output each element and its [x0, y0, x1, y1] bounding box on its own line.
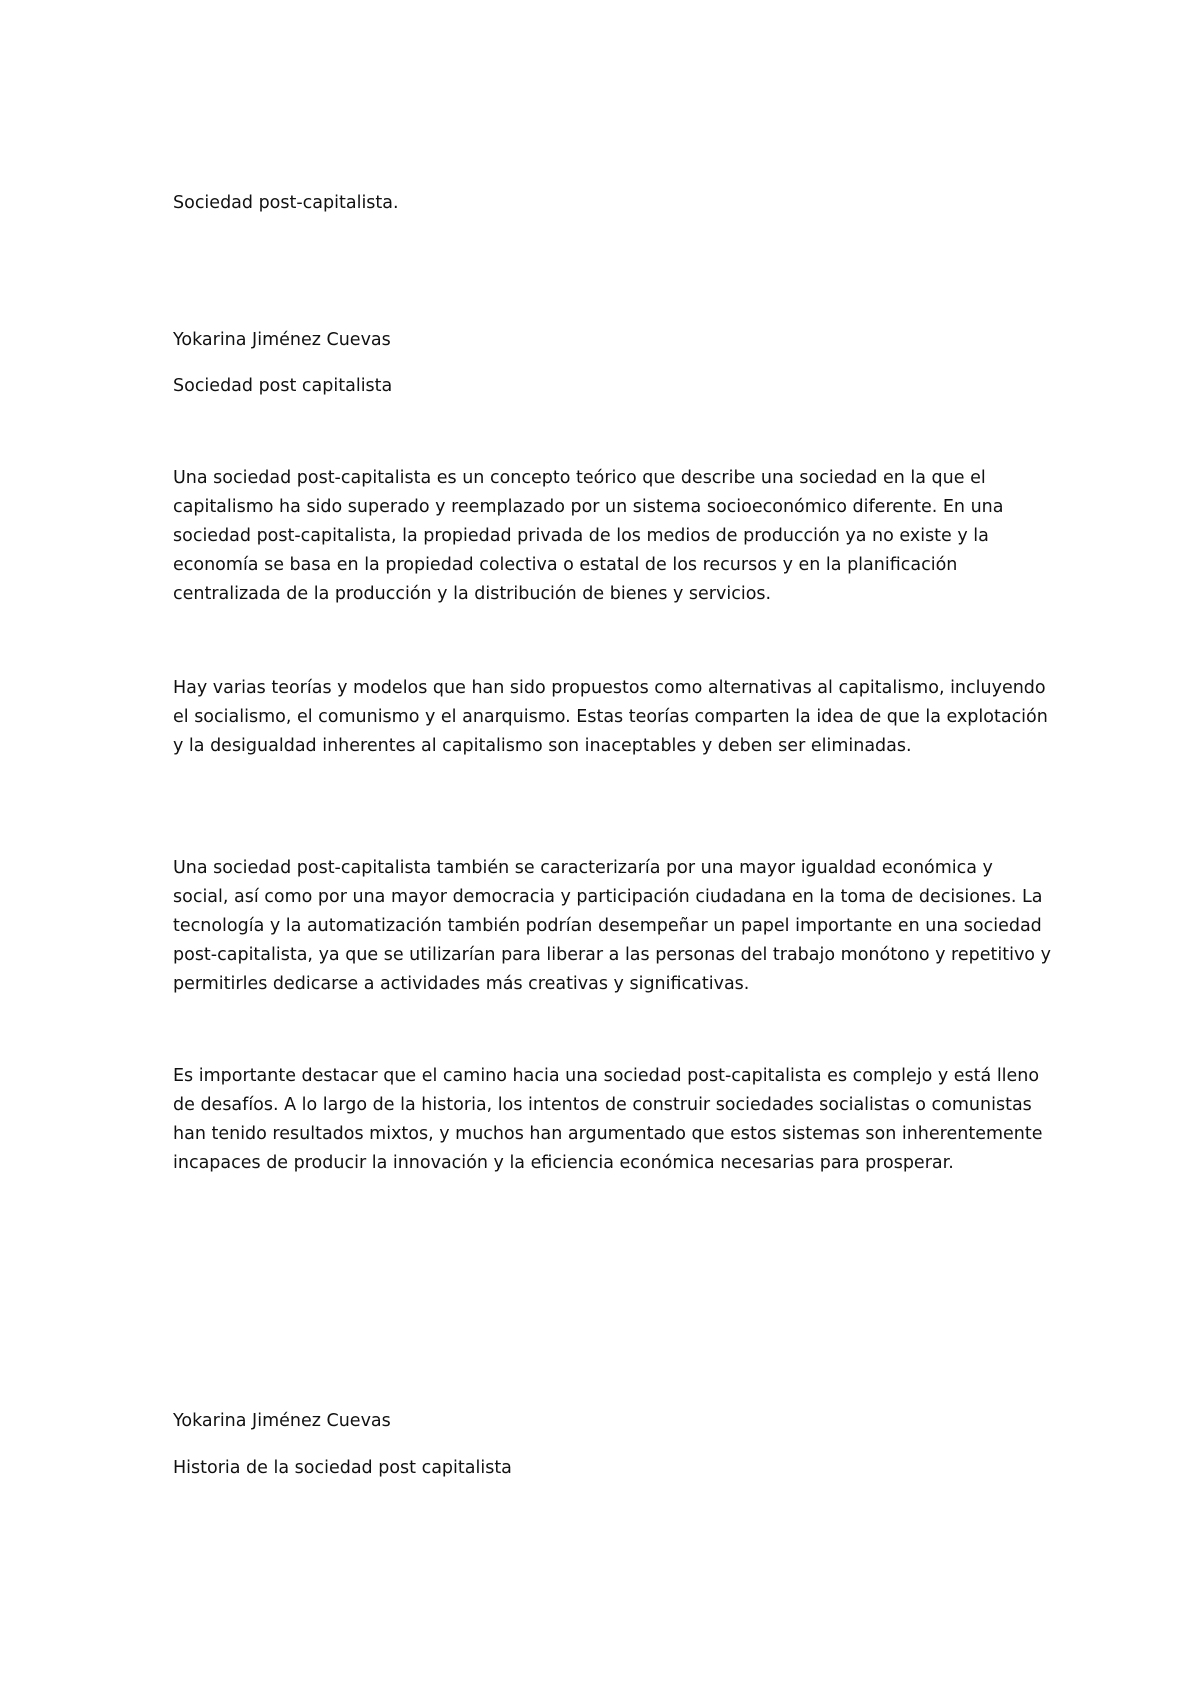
paragraph-2: Hay varias teorías y modelos que han sido propuestos como alternativas al capitalismo, incluyendo el socialismo, el comunismo y el anarquismo. Estas teorías comparten la idea de que la explotación y la desigualdad inherentes al capitalismo son inaceptables y deben ser eliminadas.	[173, 678, 1048, 756]
document-subtitle-2: Historia de la sociedad post capitalista	[173, 1458, 512, 1478]
document-subtitle: Sociedad post capitalista	[173, 376, 393, 396]
paragraph-3: Una sociedad post-capitalista también se caracterizaría por una mayor igualdad económica y social, así como por una mayor democracia y participación ciudadana en la toma de decisiones. La tecnología y la automatización también podrían desempeñar un papel importante en una sociedad post-capitalista, ya que se utilizarían para liberar a las personas del trabajo monótono y repetitivo y permitirles dedicarse a actividades más creativas y significativas.	[173, 858, 1051, 994]
paragraph-1: Una sociedad post-capitalista es un concepto teórico que describe una sociedad en la que el capitalismo ha sido superado y reemplazado por un sistema socioeconómico diferente. En una sociedad post-capitalista, la propiedad privada de los medios de producción ya no existe y la economía se basa en la propiedad colectiva o estatal de los recursos y en la planificación centralizada de la producción y la distribución de bienes y servicios.	[173, 468, 1004, 604]
paragraph-4: Es importante destacar que el camino hacia una sociedad post-capitalista es complejo y está lleno de desafíos. A lo largo de la historia, los intentos de construir sociedades socialistas o comunistas han tenido resultados mixtos, y muchos han argumentado que estos sistemas son inherentemente incapaces de producir la innovación y la eficiencia económica necesarias para prosperar.	[173, 1066, 1043, 1173]
document-heading: Sociedad post-capitalista.	[173, 193, 399, 213]
author-name-2: Yokarina Jiménez Cuevas	[173, 1411, 391, 1431]
author-name: Yokarina Jiménez Cuevas	[173, 330, 391, 350]
